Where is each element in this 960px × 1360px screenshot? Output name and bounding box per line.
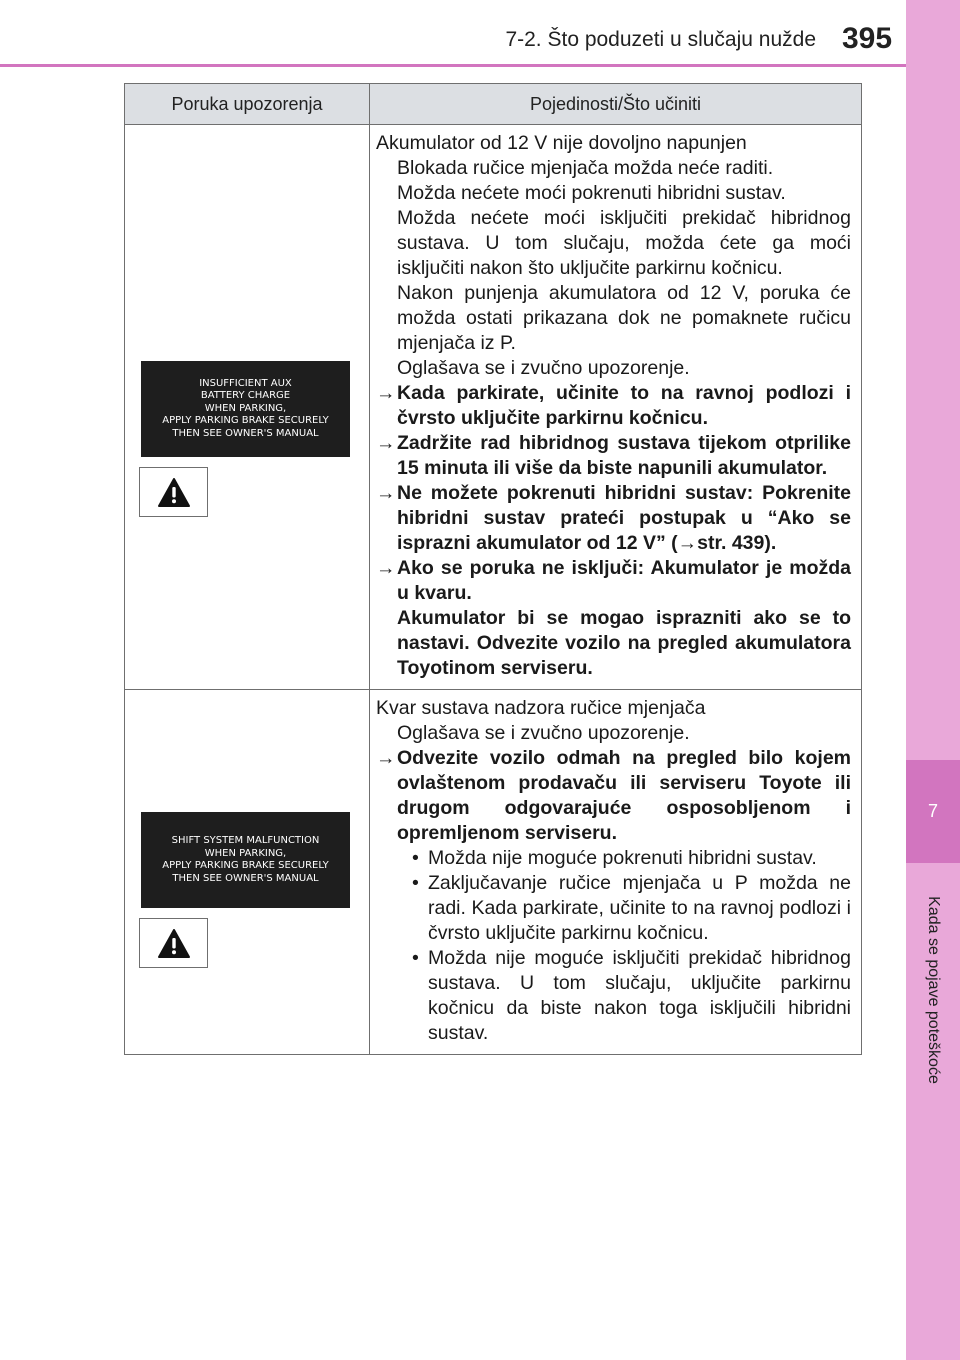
bullet-item: • Možda nije moguće isključiti prekidač hibridnog sustava. U tom slučaju, uključite parkirnu kočnicu da biste nakon toga isključili hibridni sustav.	[412, 947, 851, 1044]
action-item: →Ne možete pokrenuti hibridni sustav: Pokrenite hibridni sustav prateći postupak u “Ako se isprazni akumulator od 12 V” (→str. 439).	[376, 482, 851, 554]
detail-text: Blokada ručice mjenjača možda neće raditi.	[397, 157, 774, 179]
message-cell	[125, 690, 370, 1055]
warning-display-image	[141, 812, 350, 908]
chapter-side-tab	[906, 0, 960, 1360]
display-line: APPLY PARKING BRAKE SECURELY	[162, 415, 329, 427]
arrow-icon: →	[376, 382, 396, 404]
display-line: THEN SEE OWNER'S MANUAL	[172, 872, 319, 884]
bullet-icon: •	[412, 947, 419, 969]
warning-triangle-icon	[139, 467, 208, 517]
display-line: WHEN PARKING,	[204, 402, 287, 414]
display-line: WHEN PARKING,	[204, 847, 287, 859]
table-row	[125, 125, 862, 690]
table-row	[125, 690, 862, 1055]
header-rule	[0, 64, 906, 67]
display-line: SHIFT SYSTEM MALFUNCTION	[171, 835, 320, 846]
detail-text: Oglašava se i zvučno upozorenje.	[397, 357, 690, 379]
arrow-icon: →	[376, 482, 396, 504]
table-header-row	[125, 84, 862, 125]
detail-text: Možda nećete moći pokrenuti hibridni sustav.	[397, 182, 786, 204]
display-line: APPLY PARKING BRAKE SECURELY	[162, 860, 329, 871]
message-cell	[125, 125, 370, 690]
bullet-item: • Možda nije moguće pokrenuti hibridni sustav.	[412, 847, 817, 869]
column-header-details: Pojedinosti/Što učiniti	[370, 84, 862, 125]
action-item: →Odvezite vozilo odmah na pregled bilo kojem ovlaštenom prodavaču ili serviseru Toyote ili drugom odgovarajuće osposobljenom i opremljenom serviseru.	[376, 747, 851, 844]
arrow-icon: →	[376, 557, 396, 579]
details-cell	[370, 690, 862, 1055]
chapter-number: 7	[906, 760, 960, 863]
bullet-icon: •	[412, 847, 419, 869]
details-cell	[370, 125, 862, 690]
arrow-icon: →	[376, 432, 396, 454]
bullet-icon: •	[412, 872, 419, 894]
detail-title: Kvar sustava nadzora ručice mjenjača	[376, 697, 706, 719]
display-line: THEN SEE OWNER'S MANUAL	[172, 427, 319, 439]
display-line: INSUFFICIENT AUX	[199, 377, 292, 389]
detail-text: Nakon punjenja akumulatora od 12 V, poruka će možda ostati prikazana dok ne pomaknete ručicu mjenjača iz P.	[397, 282, 851, 354]
section-title: 7-2. Što poduzeti u slučaju nužde	[505, 28, 816, 51]
warning-triangle-icon	[139, 918, 208, 968]
warning-message-table	[124, 83, 862, 1055]
column-header-message: Poruka upozorenja	[125, 84, 370, 125]
arrow-icon: →	[376, 747, 396, 769]
detail-title: Akumulator od 12 V nije dovoljno napunjen	[376, 132, 747, 154]
page-number: 395	[842, 22, 893, 55]
action-note: Akumulator bi se mogao isprazniti ako se to nastavi. Odvezite vozilo na pregled akumulatora Toyotinom serviseru.	[397, 607, 851, 679]
action-item: →Kada parkirate, učinite to na ravnoj podlozi i čvrsto uključite parkirnu kočnicu.	[376, 382, 851, 429]
bullet-item: • Zaključavanje ručice mjenjača u P možda ne radi. Kada parkirate, učinite to na ravnoj podlozi i čvrsto uključite parkirnu kočnicu.	[412, 872, 851, 944]
detail-text: Oglašava se i zvučno upozorenje.	[397, 722, 690, 744]
chapter-title: Kada se pojave poteškoće	[925, 896, 942, 1084]
detail-text: Možda nećete moći isključiti prekidač hibridnog sustava. U tom slučaju, možda ćete ga moći isključiti nakon što uključite parkirnu kočnicu.	[397, 207, 851, 279]
action-item: →Ako se poruka ne isključi: Akumulator je možda u kvaru.	[376, 557, 851, 604]
action-item: →Zadržite rad hibridnog sustava tijekom otprilike 15 minuta ili više da biste napunili akumulator.	[376, 432, 851, 479]
display-line: BATTERY CHARGE	[200, 390, 291, 402]
warning-display-image	[141, 361, 350, 457]
